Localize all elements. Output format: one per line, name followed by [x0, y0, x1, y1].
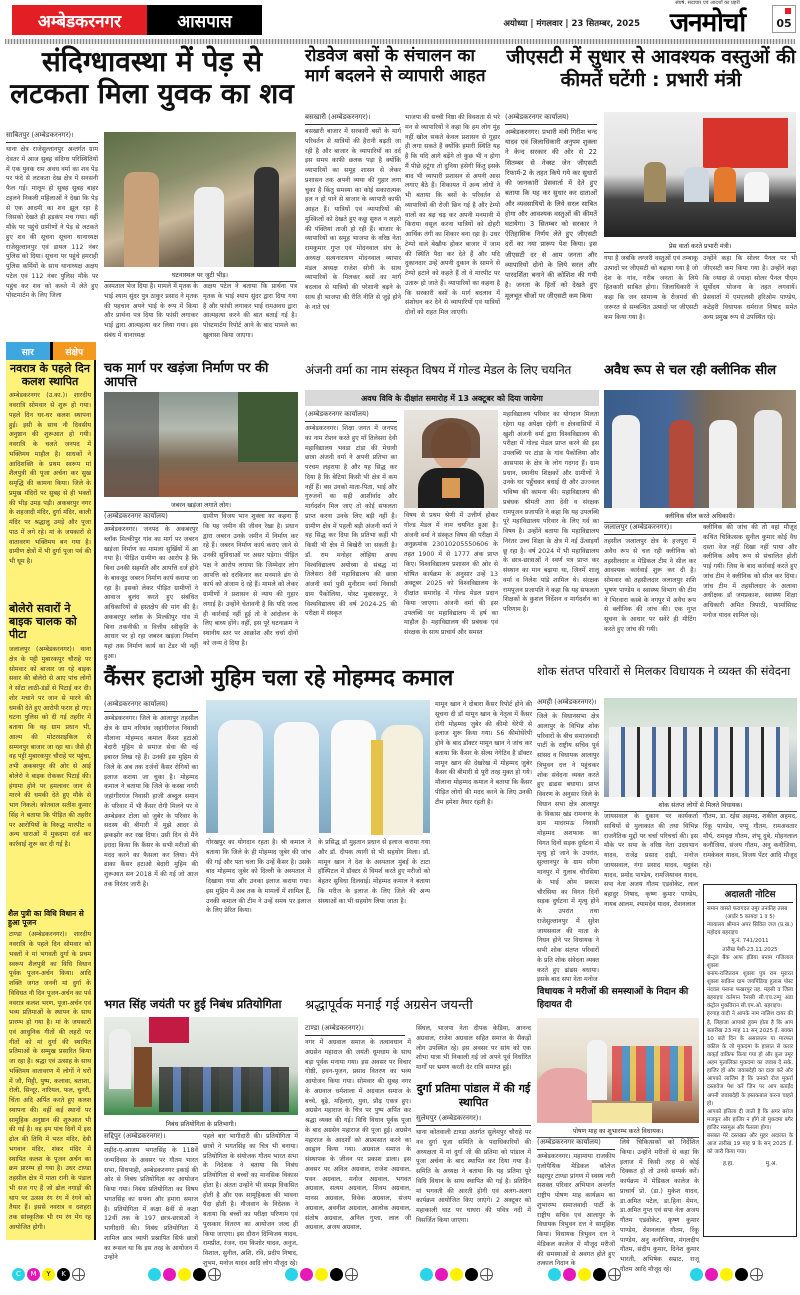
- registration-marks: [420, 1268, 493, 1281]
- registration-marks: [285, 1268, 358, 1281]
- court-notice-box: [703, 884, 797, 1237]
- article-body-story2: बसखारी बाजार में सरकारी बसों के मार्ग परिवर्तन से यात्रियों की हैरानी बढ़ती जा रही है और बाजार के व्यापारियों का दर्द इस समय काफी छलक पड़ा है क्योंकि व्यापारियों का समूह शासन से लेकर प्रशासन तक अपनी व्यथा की गुहार लगा चुका है किंतु समस्या का कोई सकारात्मक हल न हो पाने से बाजार के व्यापारी काफी आहत हैं। यात्रियों एवं व्यापारियों की मुश्किलों को देखते हुए कछु सुरुत न लहरो की पंक्तियां ताजी हो रही हैं। बाजार के व्यापारियों का समूह भाजपा के वरिष्ठ नेता रामकुमार गुप्त एवं मोदनवाल संघ के अध्यक्ष सत्यनारायण मोदनवाल व्यापार मंडल अध्यक्ष राजेश सोनी के साथ व्यापारियों के मिलकर बसों का मार्ग बदलाव से यात्रियों की परेशानी बढ़ने के साथ ही भाजपा की रीति नीति से जुड़े होने के नाते एवं: [305, 128, 401, 311]
- dateline-story3: (अम्बेडकरनगर कार्यालय): [505, 113, 597, 125]
- headline-bhagat-singh-essay: भगत सिंह जयंती पर हुई निबंध प्रतियोगिता: [104, 997, 282, 1011]
- article-body-story8-col3: गौतम, डा. रईस अहमद, शकील अहमद, रिंकू पाण्डेय, पप्पू गौतम, रामअवतार मौर्य, रामवृक्ष गौतम, शंभू दुबे, मोहनलाल कनौजिया, संजय गौतम, अनु कनौजिया, रामकेवल यादव, विजय पेंटर आदि मौजूद रहे।: [703, 813, 797, 869]
- section-label-district: अम्बेडकरनगर: [12, 5, 147, 35]
- photo-poshan-maah: [537, 1018, 699, 1123]
- dateline-story4: (अम्बेडकरनगर कार्यालय): [104, 512, 198, 524]
- court-notice-sign-left: ह.हा.: [722, 1161, 734, 1168]
- article-body-story7-col3: के प्रसिद्ध डॉ मुहतान प्रधान से इलाज कराया गया और डॉ. दीपक त्यागी से भी सहयोग मिला। डॉ. मामून खान ने देश के अस्पताल मुंबई के टाटा हॉस्पिटल में डॉक्टर से विमर्श करते हुए मरीजों को बेहतर सुविधा दिलवाई। मोहम्मद कमाल ने बताया कि मरीज के इलाज के लिए जिले की अन्य संस्थाओं का भी सहयोग लिया जाता है।: [318, 839, 430, 905]
- dateline-story5: (अम्बेडकरनगर कार्यालय): [305, 410, 397, 422]
- crosshair-icon: [480, 1268, 493, 1281]
- dateline-story12: (अम्बेडकरनगर कार्यालय): [537, 1138, 615, 1150]
- magenta-mark: M: [27, 1268, 40, 1281]
- registration-marks: [548, 1268, 621, 1281]
- dateline-story1: साबितपुर (अम्बेडकरनगर)।: [6, 131, 98, 143]
- brief-body-shailputri: टाण्डा (अम्बेडकरनगर)। शारदीय नवरात्रि के पहले दिन सोमवार को भक्तों ने मां भगवती दुर्गा के प्रथम स्वरूप शैलपुत्री का विधि विधान पूर्वक पूजन-अर्चन किया। आदि शक्ति जगत जननी मां दुर्गा के विविधत नौ दिन पूजन-अर्चन का पर्व नवरात्र कलश भरण, पूजा-अर्चन एवं भव्य प्रतिमाओं के स्थापन के साथ प्रारम्भ हो गया है। मां के जयकारों एवं आधुनिक गीतों की लहरों पर गीतों को मां दुर्गा की स्थापित प्रतिमाओं के सम्मुख प्रसारित किया जा रहा है। श्रद्धा एवं उत्साह के साथ भक्तिमय वातावरण में लोगों ने घरों में जौ, मिट्टी, पुष्प, कलावा, बताशा, रोली, सिन्दूर, नारियल, फल, चुनरी, चिंता अदि अर्पित करते हुए कलश स्थापना की। वहीं कई स्थानों पर सामूहिक अनुष्ठान की शुरुआत भी की गई है। वह हम पांच दिनों में इस ढ़ोल की तिथि में भरत मंदिर, देवी भगवान मंदिर, शंकर मंदिर में स्थापित कलश के पूजन अर्चन का क्रम प्रारम्भ हो गया है। उधर टाण्डा तहसील क्षेत्र में माता रानी के पंडाल भी सज गए हैं जो ढोल नगाड़ों की थाप पर उत्सव रंग रंग में रंगने को तैयार हैं। इससे नवरात्र व दशहरा तक सांस्कृतिक भी रम रंग मेंग रह आयोजित होगी।: [9, 931, 91, 1231]
- headline-durga-pandal: दुर्गा प्रतिमा पांडाल में की गई स्थापित: [416, 1082, 531, 1110]
- brief-body-bolero: जलालपुर (अम्बेडकरनगर)। थाना क्षेत्र के पट्टी मुबारकपुर चौराहे पर सोमवार को बाजार जा रहे बाइक सवार की बोलेरो से आए पांच लोगों ने सोंटा लाठी-डंडों से पिटाई कर दी। शोर मचाने पर जान से मारने की धमकी देते हुए आरोपी फरार हो गए। घटना पुलिस को दी गई तहरीर में बताया कि वह ग्राम प्रधान भी, आल्म की मोटरसाइकिल से सम्मनपुर बाजार जा रहा था। जैसे ही वह पट्टी मुबारकपुर चौराहे पर पहुंचा, तभी अकबरपुर की ओर से आई बोलेरो ने बाइक रोककर पिटाई की। हंगामा होने पर हमलावर जान से मारने की धमकी देते हुए मौके से भाग निकले। कोतवाल सतीश कुमार सिंह ने बताया कि पीड़ित की तहरीर पर आरोपियों के विरुद्ध मारपीट व अन्य धाराओं में मुकदमा दर्ज कर कार्रवाई शुरू कर दी गई है।: [9, 646, 91, 849]
- court-notice-title: अदालती नोटिस: [707, 887, 793, 903]
- dateline-story2: बसखारी (अम्बेडकरनगर)।: [305, 113, 400, 125]
- article-body-story1-col2: अस्पताल भेज दिया है। मामले में मृतक के भाई श्याम सुंदर पुत्र ठाकुर प्रसाद ने मृतक की पहचान अपने भाई के रूप में किया और प्रार्थना पत्र दिया कि फांसी लगाकर भाई द्वारा आत्महत्या कर लिया गया। इस संबंध में थानाध्यक्ष: [104, 283, 198, 339]
- court-notice-line: (आर्डर 5 कायदा 1 व 5): [725, 914, 775, 921]
- print-registration-strip: [0, 1245, 800, 1295]
- article-body-story3-col3: उन्होंने कहा कि सोलर पैनल पर भी जीएसटी कम किया गया है। उन्होंने कहा कि ज्यादा से ज्यादा सोलर पैनल पीएम सूर्योदय योजना के तहत लगवायें। प्रेसवार्ता में एमएलसी हरिओम पाण्डेय, कटेहरी विधायक धर्मराज निषाद समेत अन्य प्रमुख रूप से उपस्थित रहे।: [703, 255, 797, 321]
- crosshair-icon: [72, 1268, 85, 1281]
- article-body-story9-col2: पहले बार भागीदारी की। प्रतियोगिता में छात्रों ने भगतसिंह का चित्र भी बनाया। प्रतियोगिता के संयोजक गौतम भारत सभा के निदेशक ने बताया कि निबंध प्रतियोगिता से बच्चों का मानसिक विकास होता है। अंततः उन्होंने भी समझ विकसित होती है और एक सामूहिकता की भावना पैदा होती है। नौजवान के निदेशक ने बताया कि बच्चों का परीक्षा परिणाम एवं पुरस्कार वितरण का आयोजन जल्द ही किया जाएगा। इस दौरान दिग्विजय यादव, रामप्रीत, रंजन, राम किशोर यादव, अनुज, विशाल, सुनील, अशि, रवि, प्रदीप निषाद, शुभम, मनोज यादव आदि लोग मौजूद रहे।: [203, 1133, 298, 1267]
- court-notice-line: मु.नं. 741/2011: [731, 938, 769, 945]
- court-notice-line: समान वासते फरागदत उमूर तनकीह तलब: [707, 906, 788, 912]
- black-mark: K: [57, 1268, 70, 1281]
- sidebar-tab-saar: सार: [6, 342, 50, 360]
- brief-body-navratri: अम्बेडकरनगर (उ.का.)। शारदीय नवरात्रि सोमवार से शुरू हो गया। पहले दिन घर-घर कलश स्थापना हुई। इसी के साथ नौ दिवसीय अनुष्ठान की शुरूआत हो गयी। नवरात्रि के चलते जनपद में भक्तिमय माहौल है। साधकों ने आदिशक्ति के प्रथम स्वरूप मां शैलपुत्री की पूजा अर्चना कर सुख समृद्धि की कामना किया। जिले के प्रमुख मंदिरों पर सुबह से ही भक्तों की भीड़ उमड़ पड़ी। अकबरपुर नगर के शहजादी मंदिर, दुर्गा मंदिर, काली मंदिर पर श्रद्धालु उमड़े और पूजा पाठ में लगे रहे। मां के जयकारों से वातावरण भक्तिमय बन गया है। ग्रामीण क्षेत्रों में भी दुर्गा पूजा पर्व की भी धूम है।: [9, 392, 91, 566]
- photo-essay-competition: [104, 1017, 298, 1115]
- headline-clinic-sealed: अवैध रूप से चल रही क्लीनिक सील: [604, 363, 777, 378]
- photo-caption-story9: निबंध प्रतियोगिता के प्रतिभागी।: [104, 1117, 298, 1131]
- article-body-story3: अम्बेडकरनगर। प्रभारी मंत्री गिरीश चन्द यादव एवं जिलाधिकारी अनुपम शुक्ला ने केन्द सरकार की ओर से 22 सितम्बर से नेक्स्ट जेन जीएसटी रिफार्म-2 के तहत किये गये कर सुधारों की जानकारी प्रेसवार्ता में देते हुए बताया कि यह कर सुधार कर दाताओं और व्यवसायियों के लिये सरल साबित होगा और आवश्यक वस्तुओं की कीमतें घटायेगा। 3 सितम्बर को सरकार ने ऐतिहासिक निर्णय लेते हुए जीएसटी दरों का नया प्रारूप पेश किया। इस जीएसटी दर से आम जनता और व्यापारियों दोनो के लिये सरल और पारदर्शिता बनाने की कोशिश की गयी है। जनता के हितों को देखते हुए मूलभूत चीजों पर जीएसटी कम किया: [505, 128, 597, 300]
- headline-roadways-buses: रोडवेज बसों के संचालन का मार्ग बदलने से व्यापारी आहत: [305, 46, 486, 87]
- newspaper-logo: जनमोर्चा: [669, 8, 746, 38]
- photo-brick-road: [104, 392, 298, 497]
- headline-mla-condolence: शोक संतप्त परिवारों से मिलकर विधायक ने व्यक्त की संवेदना: [537, 664, 791, 678]
- article-body-story2-col2: भाजपा की सच्ची निष्ठा की विवशता से भरे मन से व्यापारियों ने कहा कि हम लोग मुंह नहीं खोल सकते केवल प्रशासन से गुहार ही लगा सकते हैं क्योंकि हमारी स्थिति यह है कि यदि आगे बढ़ेंगे तो कुछ भी न होगा मैं पीछे हटूंगा तो दुनिया हंसेगी किंतु इसके बाद भी व्यापारी प्रशासन से अपनी आस लगाए बैठे हैं। शिकायत में अन्य लोगों ने भी बताया कि बसों के परिवर्तन से व्यापारियों की रोजी छिन गई है और टेम्पो वालों का बढ़ चढ़ कर अपनी मनमानी में किराया वसूल करना यात्रियों को दोहरी आर्थिक तंगी का शिकार बना रहा है। उधर टेम्पो वाले बेखौफ होकर बाजार में जाम की स्थिति पैदा कर देते हैं और यदि दुकानदार उन्हें अपनी दुकान के सामने से टेम्पो हटाने को कहते हैं तो वे मारपीट पर उतारू हो जाते हैं। व्यापारियों का कहना है कि सरकारी बसों के मार्ग बदलाव में संशोधन कर देने से व्यापारियों एवं यात्रियों दोनों को राहत मिल जाएगी।: [405, 114, 501, 316]
- photo-caption-story8: शोक संतप्त लोगों से मिलते विधायक।: [604, 798, 797, 812]
- article-body-story5-col3: महाविद्यालय परिवार का योगदान मिलता रहेगा यह अपेक्षा रहेगी व क्षेत्रवासियों में खुशी अंजनी वर्मा द्वारा विश्वविद्यालय की परीक्षा में गोल्ड मेडल प्राप्त करने की इस उपलब्धि पर टांडा के गांव पैकोलिया और आसपास के क्षेत्र के लोग गदगद हैं। ग्राम प्रधान, स्थानीय शिक्षकों और ग्रामीणों ने उनके घर पहुँचकर बधाई दी और उज्ज्वल भविष्य की कामना की। महाविद्यालय की प्रबंधक श्रीमती तारा देवी व संरक्षक रामपूजन प्रजापति ने कहा कि यह उपलब्धि पूरे महाविद्यालय परिवार के लिए गर्व का विषय है। उन्होंने बताया कि महाविद्यालय निरंतर उच्च शिक्षा के क्षेत्र में नई ऊँचाइयाँ छू रहा है। वर्ष 2024 में भी महाविद्यालय के छात्र-छात्राओं ने स्वर्ण पत्र प्राप्त कर संस्थान का मान बढ़ाया था, जिनमें शालू वर्मा व निलेश पांडे शामिल थे। संरक्षक रामपूजन प्रजापति ने कहा कि यह सफलता शिक्षकों के कुशल निर्देशन व मार्गदर्शन का परिणाम है।: [503, 411, 599, 613]
- subhead-convocation: अवध विवि के दीक्षांत समारोह में 13 अक्टूबर को दिया जायेगा: [305, 390, 599, 406]
- masthead-tagline: संघर्ष, सदाचार एवं आदर्शों का प्रहरी: [675, 0, 740, 6]
- dateline-header: अयोध्या | मंगलवार | 23 सितम्बर, 2025: [503, 19, 640, 29]
- court-notice-line: तारीख पेशी-23.11.2025: [722, 946, 778, 953]
- dateline-story10: टाण्डा (अम्बेडकरनगर)।: [305, 1024, 405, 1036]
- photo-caption-story4: जबरन खड़ंजा लगाते लोग।: [104, 498, 298, 512]
- sidebar-briefs: [6, 360, 96, 1240]
- article-body-story1-col3: अक्षय पटेल ने बताया कि प्रार्थना पत्र मृतक के भाई श्याम सुंदर द्वारा दिया गया है और फांसी लगाकर भाई रामअवध द्वारा आत्महत्या करने की बात बताई गई है। पोस्टमार्टम रिपोर्ट आने के बाद मामले का खुलासा किया जाएगा।: [203, 283, 297, 339]
- dateline-story8: अमही (अम्बेडकरनगर)।: [537, 698, 599, 710]
- headline-agrasen-jayanti: श्रद्धापूर्वक मनाई गई अग्रसेन जयन्ती: [305, 998, 473, 1013]
- page-number-box: [772, 5, 796, 33]
- article-body-story7-col4: मामून खान ने दोबारा कैंसर रिपोर्ट होने की सूचना दी डॉ मामून खान के नेतृत्व में कैंसर रोगी मोहम्मद जुबेर की कीमो थेरेपी से इलाज शुरू किया गया। 56 कीमोथेरेपी होने के बाद डॉक्टर मामून खान ने जांच कर बताया कि कैंसर के सेल्स नेगेटिव है डॉक्टर मामून खान की देखरेख में मोहम्मद जुबेर कैंसर की बीमारी से पूरी तरह मुक्त हो गये। मौलाना मोहम्मद कमाल ने बताया कि कैंसर पीड़ित लोगों की मदद करने के लिए उनकी टीम हमेशा तैयार रहती है।: [435, 701, 532, 806]
- court-notice-line: हरगाह वादी ने आपके नाम नालिश दायर की है, लिहाजा आपको हुक्म होता है कि आप बतारीख 23 माह 11 सन् 2025 ई. बवक्त 10 बजे दिन के असालतन या मारफत वकील के जो मुकदमा के हालात से करार वाक्ई वाकिफ किया गया हो और कुल उमूर अहम मुतालिका मुकदमा का जवाब दे सके, हाजिर हों और जवाबदेही का दावा करें और आपको लाजिम है कि उनको रोज मुकर्रा दस्तावेज पेश करें जिन पर आप बतार्ईद अपनी जवाबदेही के इस्तकबाल करना चाहते हो।: [707, 1011, 793, 1107]
- court-notice-line: सेन्ट्रल बैंक आफ इंडिया बनाम गजिलाल शुक्ला: [707, 954, 793, 969]
- article-body-story9: शहीद-ए-आजम भगतसिंह के 118वें जन्मदिवस के अवसर पर गौतम भारत सभा, सिधपाही, अम्बेडकरनगर इकाई की ओर से निबंध प्रतियोगिता का आयोजन किया गया। निबंध प्रतियोगिता का विषय भगतसिंह का सपना और हमारा समाज है। प्रतियोगिता में कक्षा 8वीं से कक्षा 12वीं तक के 197 छात्र-छात्राओं ने भागीदारी की। निबंध प्रतियोगिता में शामिल छात्र व्यापी प्रश्नापित सिर्फ छात्रों का रूसल था कि इस तरह के आयोजन में उन्होंने: [104, 1147, 198, 1262]
- dateline-story11: सुलेमपुर (अम्बेडकरनगर)।: [416, 1114, 531, 1126]
- dateline-story6: जलालपुर (अम्बेडकरनगर)।: [604, 523, 696, 535]
- headline-khadanja-objection: चक मार्ग पर खड़ंजा निर्माण पर की आपत्ति: [104, 361, 269, 390]
- article-body-story5-col2: विषय से प्रथम श्रेणी में उत्तीर्ण होकर गोल्ड मेडल में नाम चयनित हुआ है। अंजनी वर्मा ने संस्कृत विषय की परीक्षा में अनुक्रमांक 23010205550606 के तहत 1900 में से 1777 अंक प्राप्त किए। विश्वविद्यालय प्रशासन की ओर से घोषित कार्यक्रम के अनुसार उन्हें 13 अक्टूबर 2025 को विश्वविद्यालय के दीक्षांत समारोह में गोल्ड मेडल प्रदान किया जाएगा। अंजनी वर्मा की इस उपलब्धि पर महाविद्यालय में हर्ष का माहौल है। महाविद्यालय की प्रबंधक एवं संरक्षक के साथ प्राचार्य और समस्त: [404, 512, 498, 636]
- article-body-story10-col2: सिंघल, भाजपा नेता दीपक केडिया, आनन्द अग्रवाल, राजेश अग्रवाल सहित समाज के सैकड़ों लोग उपस्थित रहे। इस अवसर पर सांय को एक शोभा यात्रा भी निकाली गई जो अपने पूर्व निर्धारित मार्गों पर भ्रमण करती देर रात्रि समाप्त हुई।: [416, 1025, 531, 1071]
- court-notice-sign-right: मु.अ.: [765, 1161, 778, 1168]
- article-body-story8-col2: जायसवाल के दुकान पर कार्यकर्ता साथियों से मुलाकात की तथा विभिन्न राजनैतिक मुद्दों पर चर्चा परिचर्चा की। इस मौके पर सपा के वरिष्ठ नेता उदयभान यादव, राजेंद्र प्रसाद दाढ़ी, मनोज जायसवाल, गंगा प्रसाद यादव, यदुवंश यादव, प्रमोद पाण्डेय, रामजियावन यादव, सपा नेता अजय गौतम एडवोकेट, लाल बहादुर निषाद, कृष्ण कुमार पाण्डेय, नायब आलम, श्यामदेव यादव, रोशनलाल: [604, 813, 698, 908]
- article-body-story12-col2: लिये चिकित्सकों को निर्देशित किया। उन्होंने मरीजों से कहा कि इलाज में किसी तरह से कोई दिक्कत हो तो उनसे सम्पर्क करें। कार्यक्रम में मेडिकल कालेज के प्राचार्य प्रो. (डा.) मुकेश यादव, डा.अमित पटेल, डा.हिना मेमन, डा.अमित गुप्त एवं सपा नेता अजय गौतम एडवोकेट, कृष्ण कुमार पाण्डेय, रोशनलाल गौतम, रिंकू पाण्डेय, अनु कनौजिया, मंगलदीप गौतम, संदीप कुमार, दिनेश कुमार भारती, अभिषेक सम्राट, राजू गौतम आदि मौजूद रहे।: [620, 1139, 699, 1273]
- photo-cancer-award: [206, 700, 430, 833]
- crosshair-icon: [750, 1268, 763, 1281]
- yellow-mark: Y: [42, 1268, 55, 1281]
- crosshair-icon: [608, 1268, 621, 1281]
- article-body-story7-col2: गोरखपुर का योगदान रहता है। श्री कमाल ने बताया कि जिले के ही मोहम्मद जुबेर की जांच की गई और पता चला कि उन्हें कैंसर है। उसके बाद मोहम्मद जुबेर को दिल्ली के अस्पताल में दिखाया गया और उनका इलाज कराया गया। इस मुहिम में अब तक के मामलों में शामिल हैं, उनकी कमाल की टीम ने उन्हें समय पर इलाज के लिए प्रेरित किया।: [206, 839, 311, 915]
- section-label-nearby: आसपास: [147, 5, 262, 35]
- photo-caption-story1: घटनास्थल पर जुटी भीड़।: [104, 268, 296, 282]
- photo-caption-story3: प्रेस वार्ता करते प्रभारी मंत्री।: [604, 239, 796, 253]
- article-body-story12: अम्बेडकरनगर। महामाया राजकीय एलोपैथिक मेडिकल कॉलेज सद्दरपुर टाण्डा प्रांगण में स्वस्थ नारी सशक्त परिवार अभियान अन्तर्गत राष्ट्रीय पोषण माह कार्यक्रम का शुभारम्भ समाजवादी पार्टी के राष्ट्रीय सचिव एवं आलापुर के विधायक त्रिभुवन दत्त ने सामूहिक किया। विधायक त्रिभुवन दत्त ने मेडिकल कालेज में मौजूद मरीजों की समस्याओं से अवगत होते हुए तत्काल निदान के: [537, 1153, 615, 1268]
- flag-icon: [785, 8, 791, 14]
- article-body-story4-col2: ग्रामीण विजय भान शुक्ला का कहना है कि यह जमीन की जीवन रेखा है। प्रधान द्वारा जबरन उनके जमीन में निर्माण कर रहे हैं। जबरन निर्माण कार्य कराए जाने से उनकी सुविधाओं पर असर पड़ेगा। पीड़ित पक्ष ने आरोप लगाया कि जिम्मेदार लोग आपत्ति को दरकिनार कर मनमाने ढंग से कार्य को अंजाम दे रहे हैं। मामले को लेकर ग्रामीणों ने प्रशासन से न्याय की गुहार लगाई है। उन्होंने चेतावनी है कि यदि जल्द ही कार्रवाई नहीं हुई तो वे आंदोलन के लिए बाध्य होंगे। वहीं, इस पूरे घटनाक्रम ने स्थानीय स्तर पर आक्रोश और चर्चा दोनों को जन्म दे दिया है।: [203, 513, 298, 647]
- brief-headline-navratri: नवरात्र के पहले दिन कलश स्थापित: [10, 362, 90, 388]
- registration-marks: [148, 1268, 221, 1281]
- article-body-story6-col2: क्लीनिक की जांच की तो वहां मौजूद कथित चिकित्सक सुनील कुमार कोई वैध दस्ता वेज नहीं दिखा नहीं पाया और क्लीनिक अवैध रूप से संचालित होती पाई गयी। जिस के बाद कार्रवाई करते हुए जांच टीम ने क्लीनिक को सील कर दिया। जांच टीम में तहसीलदार के अलावा अधीक्षक डॉ जयप्रकाश, स्वास्थ्य शिक्षा अधिकारी अमित त्रिपाठी, फार्मासिस्ट मनोज यादव शामिल रहे।: [703, 524, 797, 619]
- court-notice-line: बनाम-राजितराम शुक्ला पुत्र राम मुरारत शुक्ला साकिन ग्राम जयपिंडिया हुलास पोस्ट नंदवल पनाना फखरपुर तह. महसी व जिला बहराइच वर्तमान रैनासी सी.एच.टम्पू अंडा कंट्रोल मुकविरान सी.एम.ओ. बहराइच।: [707, 970, 793, 1010]
- registration-marks-labeled: [12, 1268, 85, 1281]
- dateline-story7: (अम्बेडकरनगर कार्यालय): [104, 700, 198, 712]
- crosshair-icon: [345, 1268, 358, 1281]
- article-body-story3-col2: गया है जबकि लग्जरी वस्तुओं एवं तम्बाकू उत्पादों पर जीएसटी को बढ़ाया गया है जो देश के गांव, गरीब जनता के लिये हितकारी साबित होगा। जिलाधिकारी ने कहा कि जन सामान्य के रोजमर्रा की जरूरत से सम्बन्धित उत्पादों पर जीएसटी कम किया गया है।: [604, 255, 698, 321]
- brief-headline-shailputri: शैल पुत्री का विधि विधान से हुआ पूजन: [8, 909, 84, 927]
- sidebar-tab-sankshep: संक्षेप: [53, 342, 97, 360]
- article-body-story8: जिले के विधानसभा क्षेत्र आलापुर के विभिन्न शोक परिवारों के बीच समाजवादी पार्टी के राष्ट्रीय सचिव पूर्व सांसद व विधायक आलापुर त्रिभुवन दत्त ने पहुंचकर शोक संवेदना व्यक्त करते हुए ढाढस बधाया। प्राप्त विवरण के अनुसार जिले के विधान सभा क्षेत्र आलापुर के विकास खंड रामनगर के ग्राम मादरमऊ निवासी मोहम्मद अशफाक का विगत दिनों सड़क दुर्घटना में मृत्यु हो जाने के उपरांत, सुल्तानपुर के ग्राम सरैया मानपुर में गुलाब चौरसिया के भाई ओम प्रकाश चौरसिया का विगत दिनों सड़क दुर्घटना में मृत्यु होने के उपरांत तथा राजेसुल्तानपुर में सुरेश जायसवाल की माता के निधन होने पर विधायक ने सभी शोक संतप्त परिवारों के प्रति शोक संवेदना व्यक्त करते हुए ढांढस बधाया। इसके बाद सपा नेता मनोज: [537, 713, 599, 984]
- headline-cancer-campaign: कैंसर हटाओ मुहिम चला रहे मोहम्मद कमाल: [104, 666, 454, 691]
- registration-marks: [690, 1268, 763, 1281]
- article-body-story5: अम्बेडकरनगर। शिक्षा जगत में जनपद का नाम रोशन करते हुए माँ तिलेसरा देवी महाविद्यालय भवडा टांडा की मेधावी छात्रा अंजनी वर्मा ने अपनी प्रतिभा का परचम लहराया है और यह सिद्ध कर दिया है कि बेटियां किसी भी क्षेत्र में कम नहीं हैं। बस उनको माता-पिता, भाई और गुरुजनों का सही आशीर्वाद और मार्गदर्शन मिल जाए तो कोई सफलता प्राप्त करना उनके लिए बड़ी नहीं है। ग्रामीण क्षेत्र में पहली बड़ी अंजनी वर्मा ने यह सिद्ध कर दिया कि प्रतिभा कहीं भी किसी भी क्षेत्र में बिखेरी जा सकती है। डॉ. राम मनोहर लोहिया अवध विश्वविद्यालय अयोध्या से संबद्ध मां तिलेसरा देवी महाविद्यालय की छात्रा अंजनी वर्मा पुत्री मुनीराम वर्मा निवासी ग्राम पैकोलिया, पोस्ट मुबारकपुर, ने विश्वविद्यालय की वर्ष 2024-25 की परीक्षा में संस्कृत: [305, 425, 397, 618]
- sidebar-header: [6, 342, 96, 360]
- photo-press-conference: [604, 112, 796, 237]
- article-body-story1: थाना क्षेत्र राजेसुल्तानपुर अन्तर्गत ग्राम देवतर में आज सुबह संदिग्ध परिस्थितियों में एक युवक राम अवध वर्मा का शव पेड़ पर फंदे से लटकता देख क्षेत्र में सनसनी फैल गई। मालूम हो सुबह सुबह बाहर टहलने निकली महिलाओं ने देखा कि पेड़ से एक आदमी का शव झूल रहा है जिसको देखते ही हड़कंप मच गया। वहीं मौके पर पहुंचे ग्रामीणों ने पेड़ से लटकते हुए शव की सूचना सूचना थानाध्यक्ष राजेसुल्तानपुर एवं डायल 112 नंबर पुलिस को दिया। सूचना पर पहुंचे हमराही पुलिस कर्मियों के साथ थानाध्यक्ष अक्षय पटेल एवं 112 नंबर पुलिस मौके पर पहुंच कर शव को कब्जे में लेते हुए पोस्टमार्टम के लिए जिला: [6, 146, 98, 300]
- headline-body-found: संदिग्धावस्था में पेड़ से लटकता मिला युवक का शव: [10, 45, 294, 111]
- article-body-story10: नगर में अग्रवाल समाज के तत्वावधान में अग्रसेन महाराज की जयंती धूमधाम के साथ बड़ा पूर्वक मनाया गया। इस अवसर पर विचार गोष्ठी, हवन-पूजन, प्रसाद वितरण का भव्य आयोजन किया गया। सोमवार की सुबह नगर के अग्रवाल धर्मशाला में अग्रवाल समाज के बच्चे, बूढ़े, महिलाएं, युवा, प्रौढ़ एकत्र हुए। अग्रसेन महाराज के चित्र पर पुष्प अर्पित कर श्रद्धा व्यक्त की गई। विधि विधान पूर्वक पूजा के बाद अग्रसेन महाराज की पूजा हुई। अग्रसेन महाराज के आदर्शों को आत्मसात करने का आह्वान किया गया। अग्रवाल समाज के संस्थापक के जीवन पर प्रकाश डाला। इस अवसर पर अनिल अग्रवाल, राजेश अग्रवाल, पवन अग्रवाल, मनोज अग्रवाल, भगवत अग्रवाल, सत्यम अग्रवाल, शिवम अग्रवाल, मानस अग्रवाल, विवेक अग्रवाल, संजय अग्रवाल, अवनीश अग्रवाल, आलोक अग्रवाल, संतोष अग्रवाल, अनिल गुप्ता, लाल जी अग्रवाल, अजय अग्रवाल,: [305, 1039, 411, 1232]
- article-body-story4: अम्बेडकरनगर। जनपद के अकबरपुर ब्लॉक मिल्कीपुर गांव का मार्ग पर जबरन खड़ंजा निर्माण का मामला सुर्खियों में आ गया है। पीड़ित ग्रामीण का आरोप है कि बिना उनकी सहमति और आपत्ति दर्ज होने के बावजूद जबरन निर्माण कार्य कराया जा रहा है। इसको लेकर पीड़ित ग्रामीणों ने आवाज बुलंद करते हुए संबंधित अधिकारियों से हस्तक्षेप की मांग की है। अकबरपुर ब्लॉक के मिल्कीपुर गांव में बिना तकनीकी व वित्तीय स्वीकृति के आधार पर हो रहा जबरन खड़ंजा निर्माण यहां तक निर्माण कार्य का टेंडर भी नहीं हुआ।: [104, 526, 198, 660]
- headline-mla-patients: विधायक ने मरीजों की समस्याओं के निदान की हिदायत दी: [537, 987, 689, 1010]
- headline-gst-reform: जीएसटी में सुधार से आवश्यक वस्तुओं की कीमतें घटेंगी : प्रभारी मंत्री: [506, 46, 796, 91]
- court-notice-line: न्यायालय श्रीमान अपर सिविल जज (प्र.ख.) महोदय बहराइच: [707, 922, 793, 937]
- photo-caption-story6: क्लीनिक सील करते अधिकारी।: [604, 509, 796, 523]
- photo-condolence-group: [604, 698, 797, 797]
- photo-caption-story12: पोषण माह का शुभारम्भ करते विधायक।: [537, 1124, 699, 1138]
- photo-anjani-verma: [404, 410, 498, 508]
- article-body-story11: थाना कोतवाली टाण्डा अंतर्गत सुलेमपुर चौराहे पर नव दुर्गा पूजा समिति के पदाधिकारियों की अध्यक्षता में मां दुर्गा जी की प्रतिमा को पांडाल में पूजा अर्चना के बाद स्थापित कर दिया गया है। समिति के अध्यक्ष ने बताया कि यह प्रतिमा पूरे विधि विधान के साथ स्थापित की गई है। प्रतिदिन मां भगवती की आरती होगी एवं अलग-अलग कार्यक्रम आयोजित किए जाएंगे। 2 अक्टूबर को महाकाली घाट पर घाघरा की पवित्र नदी में विसर्जित किया जाएगा।: [416, 1129, 531, 1224]
- photo-crowd-at-scene: [104, 132, 296, 267]
- crosshair-icon: [208, 1268, 221, 1281]
- article-body-story7: अम्बेडकरनगर। जिले के आलापुर तहसील क्षेत्र के ग्राम नरियांव जहांगीरगंज निवासी मौलाना मोहम्मद कमाल कैंसर हटाओ बेदारी मुहिम से समाज सेवा की नई इबारत लिख रहे हैं। उनकी इस मुहिम से जिले के अब तक दर्जनों कैंसर रोगियों का इलाज कराया जा चुका है। मोहम्मद कमाल ने बताया कि जिले के कस्बा नगरी जहांगीरगंज निवासी हाजी अब्दुल समान के परिवार में भी कैंसर रोगी मिलने पर वे अम्बेडकर टोला को जुबेर के परिवार के सदस्य की बीमारी में मुझे आदर से झकझोर कर रख दिया। उसी दिन से मैंने इरादा किया कि कैंसर के सभी मरीजों की मदद करने का फैसला कर लिया। मैंने ढाका कैंसर हटाओ बेदारी मुहिम की शुरूआत सन 2018 में की गई जो आज तक निरंतर जारी है।: [104, 715, 198, 888]
- court-notice-line: बसबत मेरे दस्तखत और मुहर अदालत के आज तारीख 19 माह 9 के सन् 2025 ई. को जारी किया गया।: [707, 1133, 793, 1156]
- photo-clinic-sealing: [604, 390, 796, 508]
- dateline-story9: सद्दिपुर (अम्बेडकरनगर)।: [104, 1132, 198, 1144]
- brief-headline-bolero: बोलेरो सवारों ने बाइक चालक को पीटा: [9, 602, 77, 641]
- cyan-mark: C: [12, 1268, 25, 1281]
- page-number: 05: [776, 17, 792, 30]
- headline-anjani-gold-medal: अंजनी वर्मा का नाम संस्कृत विषय में गोल्ड मेडल के लिए चयनित: [305, 363, 572, 377]
- masthead-rule: [5, 39, 795, 44]
- article-body-story6: तहसील जलालपुर क्षेत्र के हजपुरा में अवैध रूप से चल रही क्लीनिक को तहसीलदार व मेडिकल टीम ने सील कर आवश्यक कार्रवाई शुरू कर दी है। सोमवार को तहसीलदार जलालपुर शशि भूषण पाण्डेय व स्वास्थ्य विभाग की टीम ने भिरवारा कस्बे के नगपुर में अवैध रूप से क्लीनिक की जांच की। एक गुप्त सूचना के आधार पर सवेरे ही मीटिंग करते हुए जांच की गयी।: [604, 538, 696, 633]
- court-notice-line: आपको इत्तिला दी जाती है कि अगर बरोज मजकूर और हाजिर न होंगे तो मुकदमा बगैर हाजिर मसमुअ और फैसला होगा।: [707, 1108, 793, 1131]
